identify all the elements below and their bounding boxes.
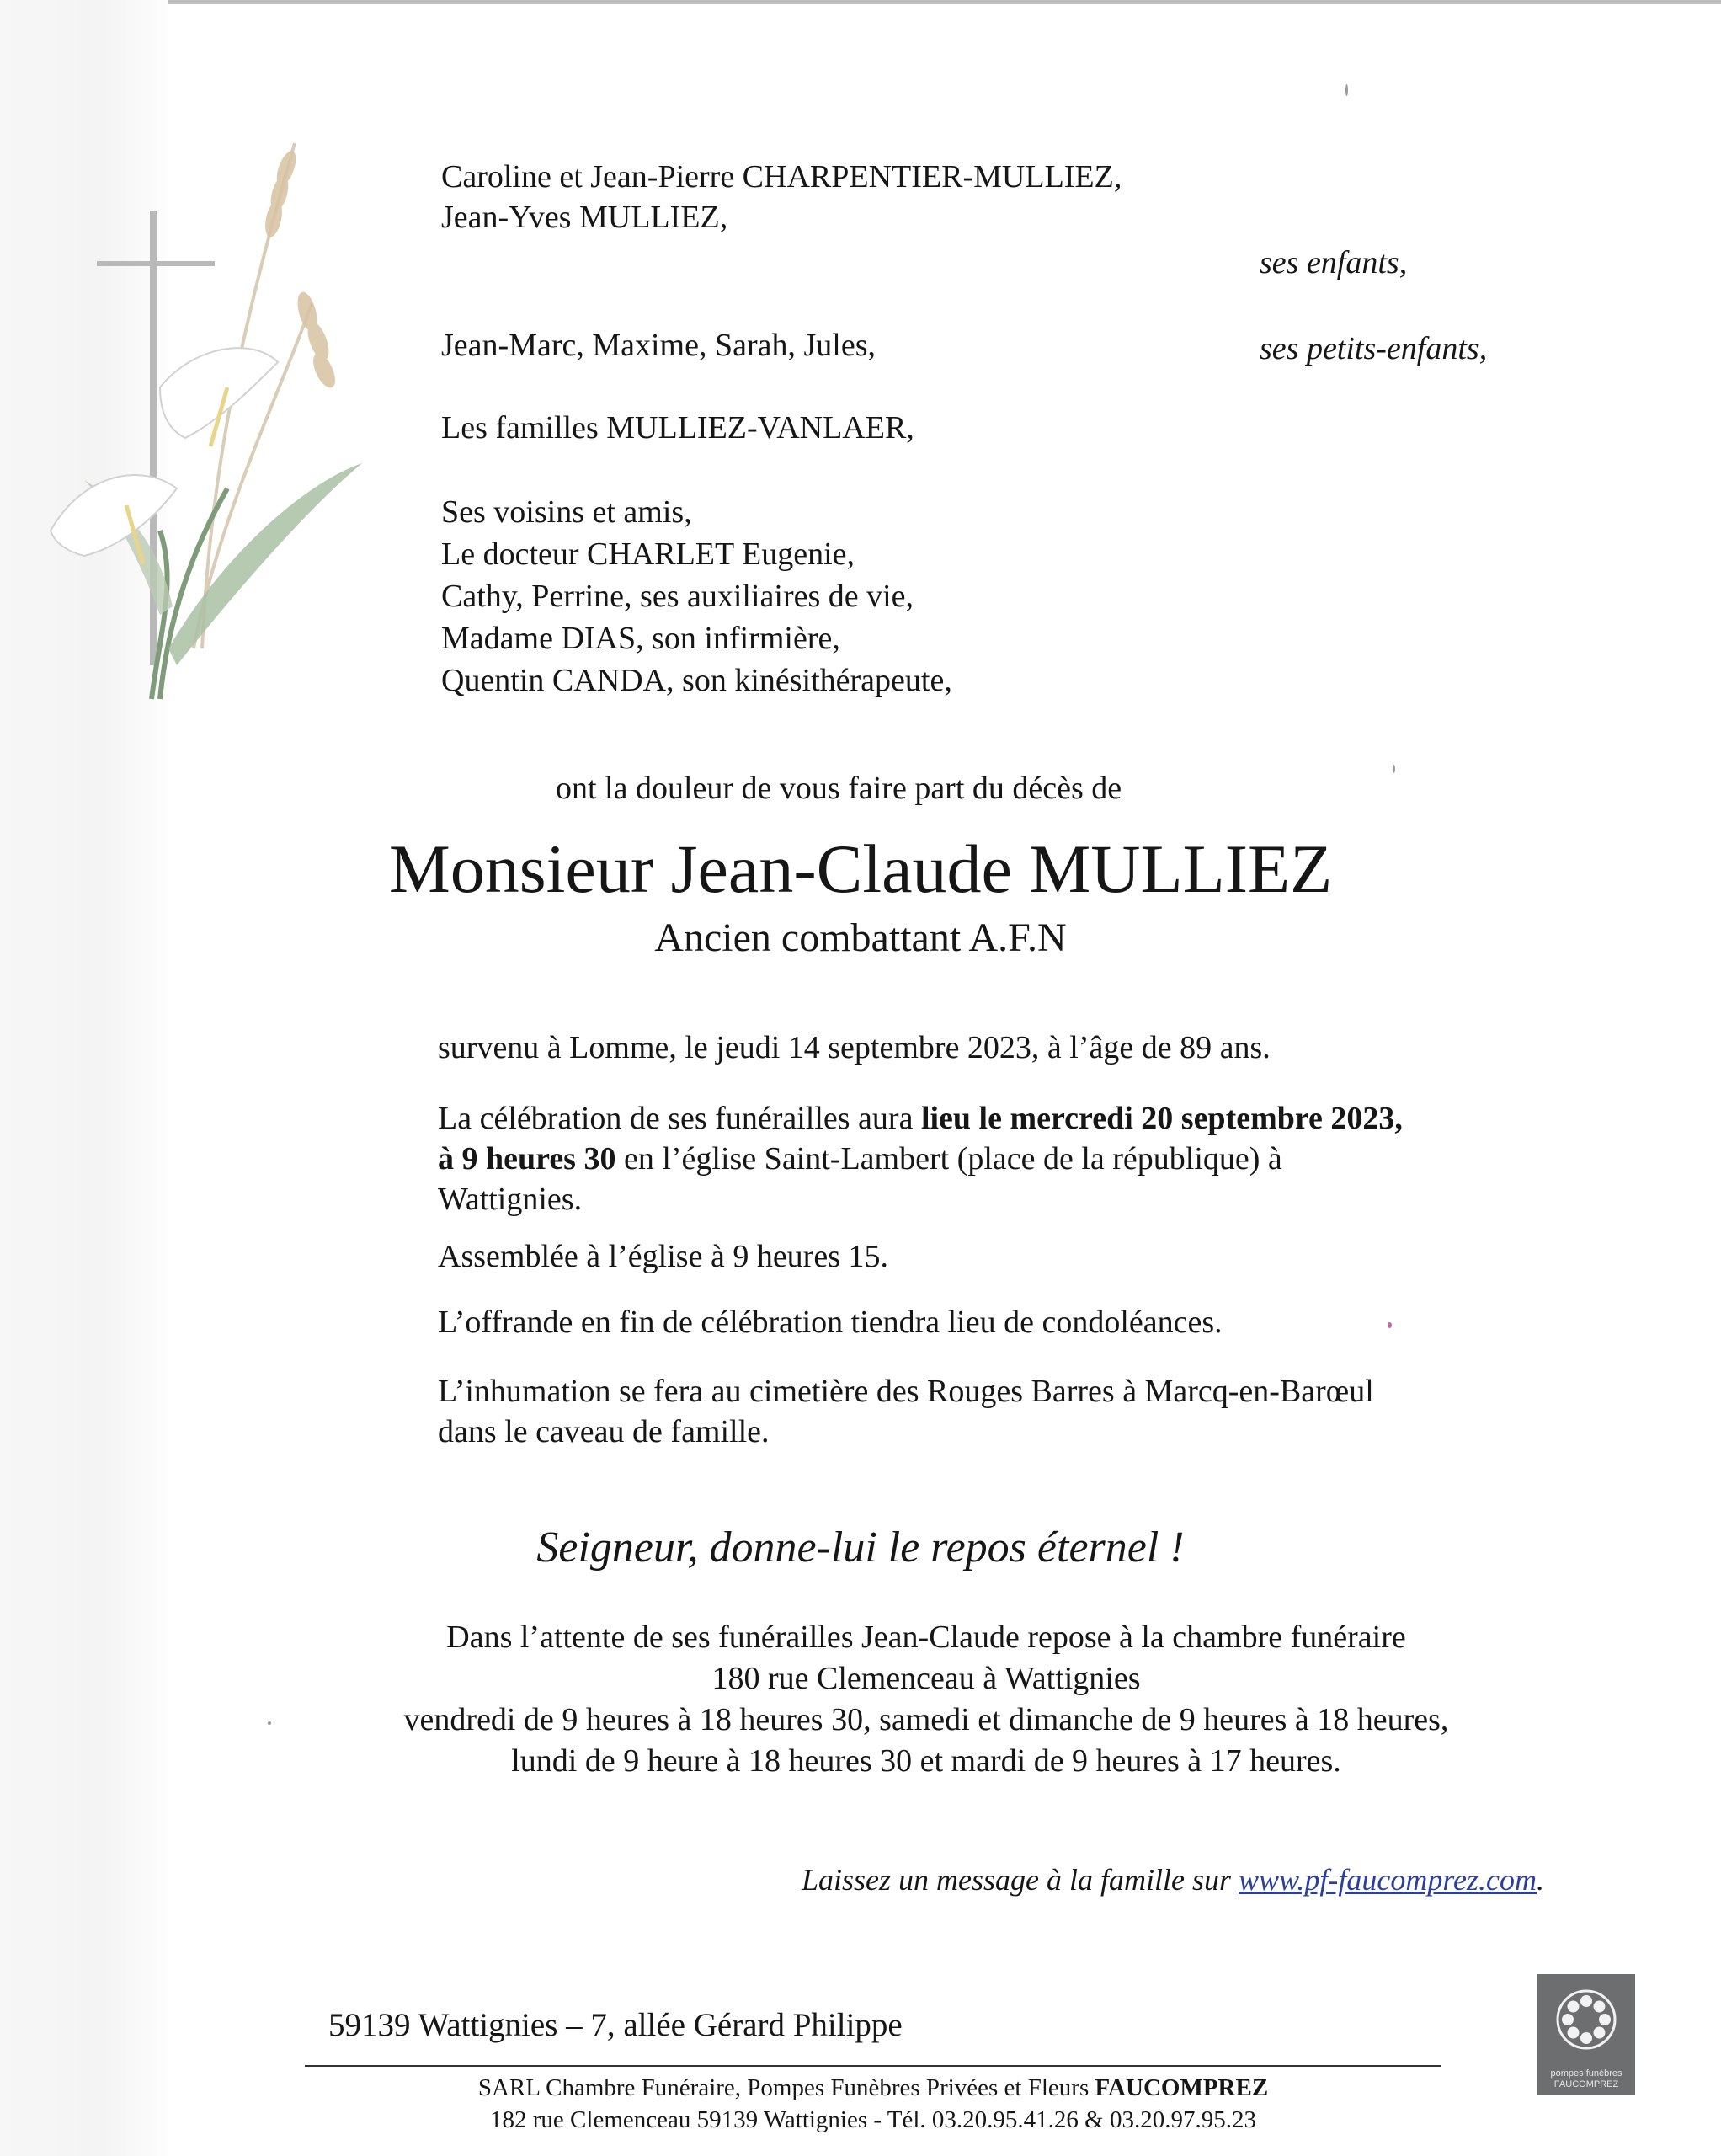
ceremony-date: lieu le mercredi 20 septembre 2023, [920,1101,1403,1136]
others-line-1: Ses voisins et amis, [441,494,692,530]
offering-line: L’offrande en fin de célébration tiendra lieu de condoléances. [438,1305,1223,1340]
deceased-name: Monsieur Jean-Claude MULLIEZ [388,830,1333,907]
children-role: ses enfants, [1260,245,1408,280]
burial-line-1: L’inhumation se fera au cimetière des Rouges Barres à Marcq-en-Barœul [438,1374,1374,1409]
prayer-line: Seigneur, donne-lui le repos éternel ! [536,1524,1185,1572]
ceremony-place: en l’église Saint-Lambert (place de la république) à [615,1141,1282,1177]
scan-speck [1388,1322,1392,1328]
others-line-2: Le docteur CHARLET Eugenie, [441,536,855,572]
scan-speck [1345,84,1348,96]
message-text: Laissez un message à la famille sur [802,1863,1239,1897]
others-line-3: Cathy, Perrine, ses auxiliaires de vie, [441,579,914,614]
deceased-title: Ancien combattant A.F.N [654,915,1067,960]
scan-speck [1393,765,1395,773]
logo-text [1537,2068,1635,2090]
ceremony-line-1 [438,1098,1403,1139]
website-link[interactable]: www.pf-faucomprez.com [1239,1863,1537,1897]
message-period: . [1537,1863,1544,1897]
flower-emblem-icon [1553,1986,1620,2053]
repose-line-3: vendredi de 9 heures à 18 heures 30, samedi et dimanche de 9 heures à 18 heures, [403,1702,1449,1737]
assembly-line: Assemblée à l’église à 9 heures 15. [438,1239,888,1274]
footer-line-2: 182 rue Clemenceau 59139 Wattignies - Tél. 03.20.95.41.26 & 03.20.97.95.23 [490,2106,1256,2133]
message-line [802,1860,1544,1900]
families-line: Les familles MULLIEZ-VANLAER, [441,410,914,446]
repose-block [303,1617,1549,1782]
children-line-2: Jean-Yves MULLIEZ, [441,200,728,235]
grandchildren-line: Jean-Marc, Maxime, Sarah, Jules, [441,328,876,363]
cross-and-lilies-icon [34,109,370,750]
ceremony-time: à 9 heures 30 [438,1141,616,1177]
scan-top-edge [0,0,1721,4]
footer-company: SARL Chambre Funéraire, Pompes Funèbres Privées et Fleurs [477,2074,1095,2101]
footer-divider [305,2065,1441,2067]
repose-line-1: Dans l’attente de ses funérailles Jean-Claude repose à la chambre funéraire [446,1620,1406,1655]
footer-line-1 [305,2072,1441,2104]
ceremony-line-3: Wattignies. [438,1182,583,1217]
logo-line-1: pompes funèbres [1550,2068,1622,2079]
burial-line-2: dans le caveau de famille. [438,1414,770,1449]
death-notice: survenu à Lomme, le jeudi 14 septembre 2023, à l’âge de 89 ans. [438,1030,1271,1065]
repose-line-2: 180 rue Clemenceau à Wattignies [711,1661,1141,1696]
repose-line-4: lundi de 9 heure à 18 heures 30 et mardi de 9 heures à 17 heures. [511,1743,1341,1779]
grandchildren-role: ses petits-enfants, [1260,331,1488,366]
funeral-home-address: 59139 Wattignies – 7, allée Gérard Philippe [328,2007,903,2043]
ceremony-text: La célébration de ses funérailles aura [438,1101,921,1136]
scan-speck [268,1721,271,1725]
children-line-1: Caroline et Jean-Pierre CHARPENTIER-MULLIEZ, [441,159,1122,195]
faucomprez-logo [1537,1974,1635,2095]
ceremony-line-2 [438,1139,1282,1179]
others-line-5: Quentin CANDA, son kinésithérapeute, [441,663,952,698]
others-line-4: Madame DIAS, son infirmière, [441,621,840,656]
footer [305,2072,1441,2136]
footer-brand: FAUCOMPREZ [1095,2074,1269,2101]
announcement-intro: ont la douleur de vous faire part du décès de [556,771,1122,806]
logo-line-2: FAUCOMPREZ [1553,2079,1619,2089]
